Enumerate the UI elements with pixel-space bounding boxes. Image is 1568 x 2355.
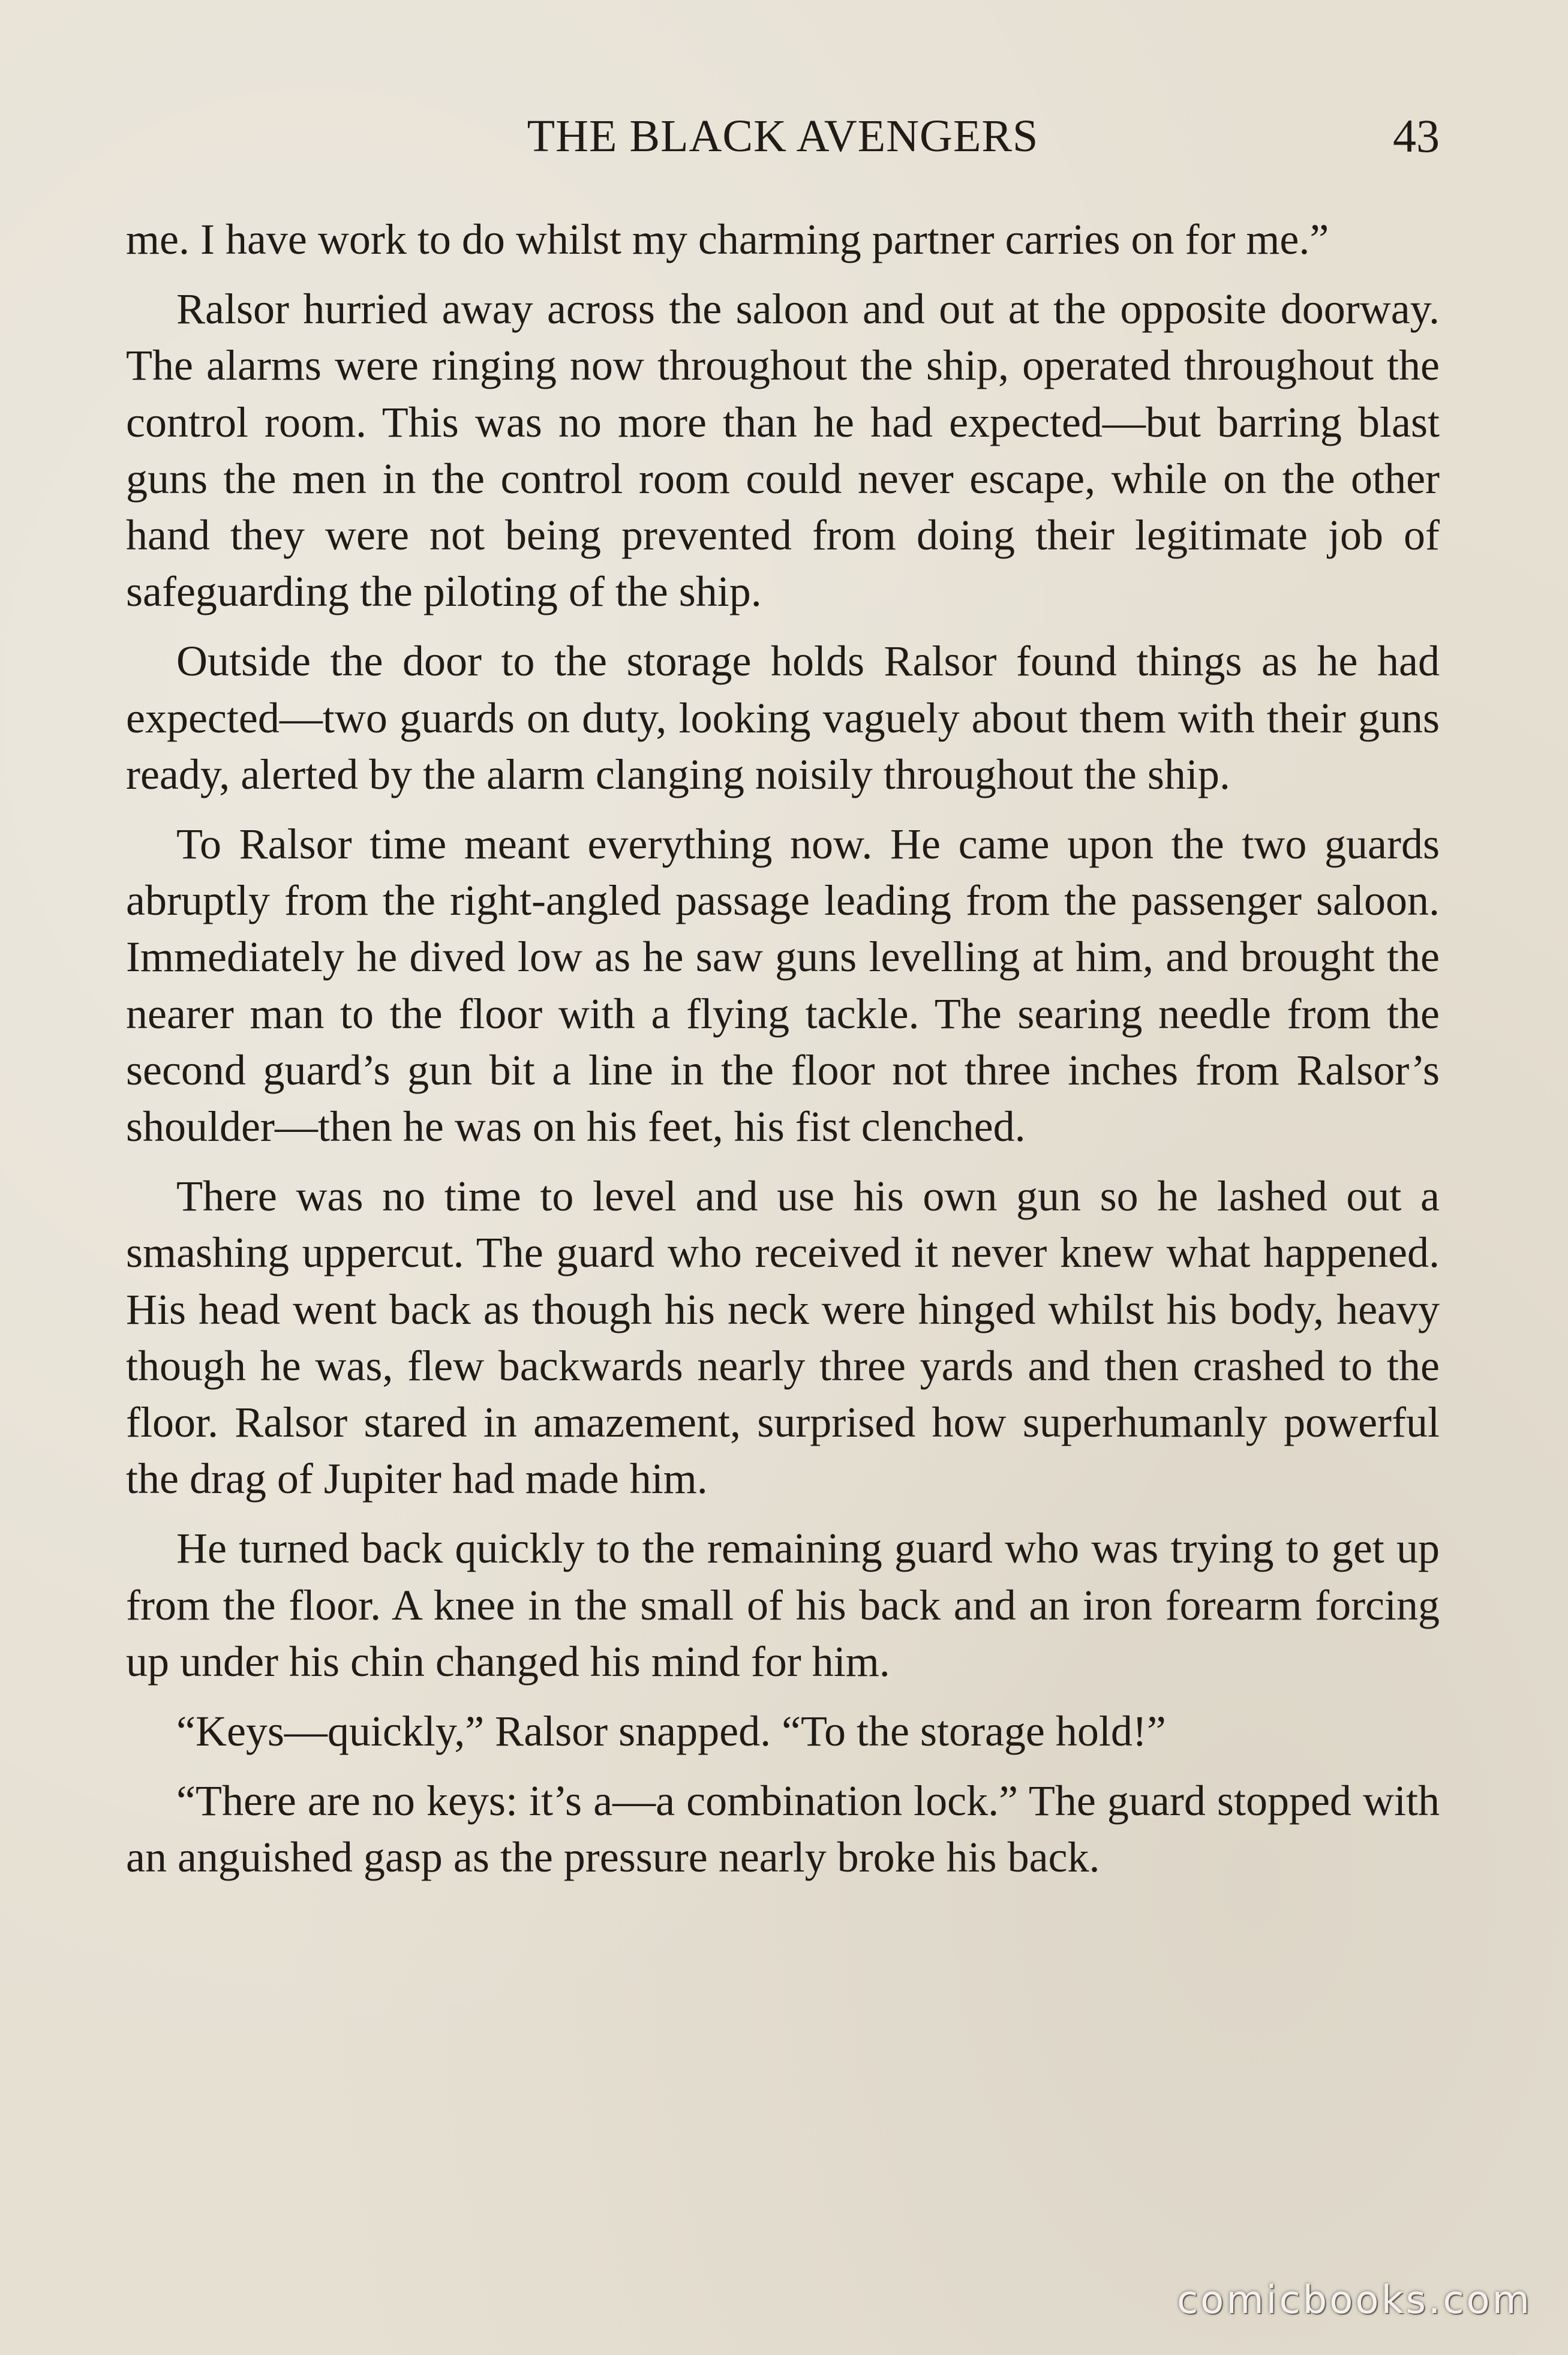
paragraph: Outside the door to the storage holds Ralsor found things as he had expected—two guards on duty, looking vaguely about them with their guns ready, alerted by the alarm clanging noisily throughout the ship. — [126, 637, 1440, 798]
paragraph: There was no time to level and use his own gun so he lashed out a smashing uppercut. The guard who received it never knew what happened. His head went back as though his neck were hinged whilst his body, heavy though he was, flew backwards nearly three yards and then crashed to the floor. Ralsor stared in amazement, surprised how superhumanly powerful the drag of Jupiter had made him. — [126, 1172, 1440, 1503]
running-head — [126, 103, 1440, 169]
paragraph: He turned back quickly to the remaining guard who was trying to get up from the floor. A knee in the small of his back and an iron forearm forcing up under his chin changed his mind for him. — [126, 1524, 1440, 1686]
page-number: 43 — [1393, 110, 1440, 162]
paragraph: “There are no keys: it’s a—a combination lock.” The guard stopped with an anguished gasp as the pressure nearly broke his back. — [126, 1777, 1440, 1882]
paragraph: Ralsor hurried away across the saloon and out at the opposite doorway. The alarms were ringing now throughout the ship, operated throughout the control room. This was no more than he had expected—but barring blast guns the men in the control room could never escape, while on the other hand they were not being prevented from doing their legitimate job of safeguarding the piloting of the ship. — [126, 285, 1440, 616]
paragraph: “Keys—quickly,” Ralsor snapped. “To the storage hold!” — [176, 1707, 1166, 1756]
paragraph: To Ralsor time meant everything now. He came upon the two guards abruptly from the right-angled passage leading from the passenger saloon. Immediately he dived low as he saw guns levelling at him, and brought the nearer man to the floor with a flying tackle. The searing needle from the second guard’s gun bit a line in the floor not three inches from Ralsor’s shoulder—then he was on his feet, his fist clenched. — [126, 820, 1440, 1151]
paragraph: me. I have work to do whilst my charming partner carries on for me.” — [126, 215, 1329, 263]
watermark: comicbooks.com — [1176, 2278, 1532, 2323]
body-text — [126, 211, 1440, 1899]
book-title: THE BLACK AVENGERS — [527, 111, 1039, 161]
